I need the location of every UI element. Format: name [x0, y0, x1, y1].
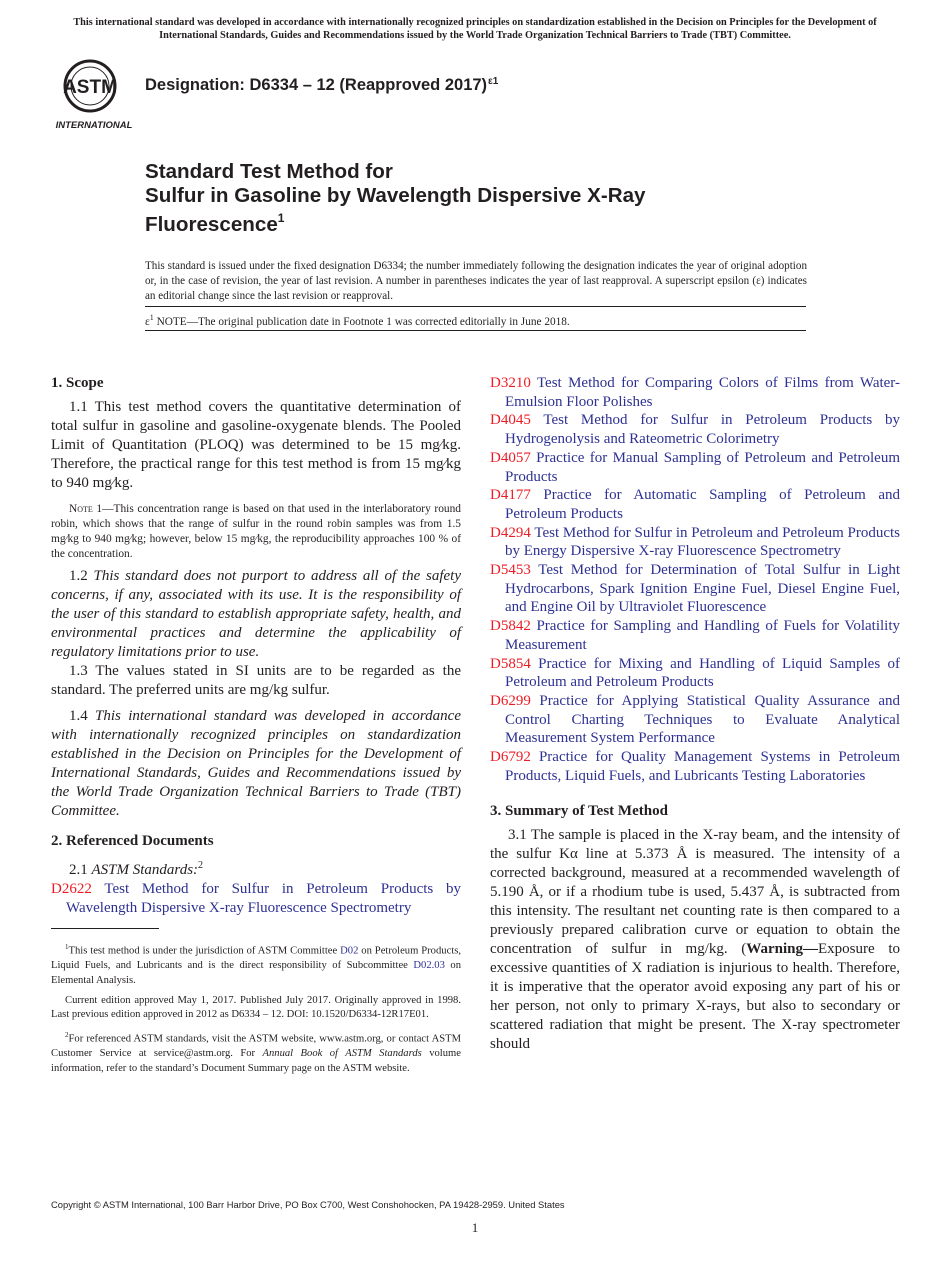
para-3-1-text-a: 3.1 The sample is placed in the X-ray beam, and the intensity of the sulfur Kα line at 5.373 Å is measured. The intensity of a corrected background, measured at a recommended wavelength of 5.190 Å, or if a rhodium tube is used, 5.437 Å, is subtracted from this intensity. The resultant net counting rate is then compared to a previously prepared calibration curve or equation to obtain the concentration of sulfur in mg/kg. (: [490, 827, 900, 958]
issuance-statement: This standard is issued under the fixed designation D6334; the number immediately following the designation indicates the year of original adoption or, in the case of revision, the year of last revision. A number in parentheses indicates the year of last reapproval. A superscript epsilon (ε) indicates an editorial change since the last revision or reapproval.: [145, 260, 807, 303]
reference-item[interactable]: [490, 655, 900, 692]
epsilon-note: [145, 313, 806, 328]
note-1: [51, 502, 461, 562]
footnote-1-text-c: on Elemental Analysis.: [51, 960, 461, 986]
reference-title-link[interactable]: Practice for Applying Statistical Quality Assurance and Control Charting Techniques to Evaluate Analytical Measurement System Performance: [505, 692, 900, 747]
left-column: [51, 374, 461, 917]
para-1-2: [51, 567, 461, 662]
logo-text: ASTM: [63, 77, 117, 98]
footnote-1-text-b: on Petroleum Products, Liquid Fuels, and Lubricants and is the direct responsibility of Subcommittee: [51, 945, 461, 972]
footnote-2-text-a: For referenced ASTM standards, visit the ASTM website, www.astm.org, or contact ASTM Customer Service at service@astm.org. For: [51, 1033, 461, 1060]
reference-code-link[interactable]: D5842: [490, 618, 531, 635]
para-1-1: 1.1 This test method covers the quantitative determination of total sulfur in gasoline and gasoline-oxygenate blends. The Pooled Limit of Quantitation (PLOQ) was determined to be 15 mg⁄kg. Therefore, the practical range for this test method is from 15 mg⁄kg to 940 mg⁄kg.: [51, 399, 461, 491]
footnotes: [51, 940, 461, 1082]
document-title: [145, 160, 845, 237]
reference-code-link[interactable]: D6299: [490, 692, 531, 709]
reference-code-link[interactable]: D2622: [51, 881, 92, 897]
wto-notice: This international standard was developed in accordance with internationally recognized principles on standardization established in the Decision on Principles for the Development of International Standards, Guides and Recommendations issued by the World Trade Organization Technical Barriers to Trade (TBT) Committee.: [73, 17, 877, 41]
footnote-1: [51, 940, 461, 989]
note-1-label: Note 1: [69, 503, 103, 515]
subcommittee-d02-03-link[interactable]: D02.03: [413, 960, 445, 972]
warning-label: Warning—: [746, 941, 818, 958]
title-line-3-text: Fluorescence: [145, 213, 278, 236]
committee-d02-link[interactable]: D02: [340, 945, 359, 957]
logo-subtext: INTERNATIONAL: [55, 120, 133, 131]
footnote-2-text-b: volume information, refer to the standard’s Document Summary page on the ASTM website.: [51, 1048, 461, 1074]
reference-title-link[interactable]: Practice for Sampling and Handling of Fuels for Volatility Measurement: [505, 618, 900, 653]
reference-code-link[interactable]: D5854: [490, 655, 531, 672]
reference-code-link[interactable]: D4177: [490, 487, 531, 504]
reference-title-link[interactable]: Test Method for Sulfur in Petroleum Products by Wavelength Dispersive X-ray Fluorescence Spectrometry: [66, 881, 461, 916]
footnote-divider: [51, 928, 159, 929]
para-3-1: [490, 826, 900, 1054]
section-1-heading: 1. Scope: [51, 375, 104, 391]
reference-title-link[interactable]: Test Method for Comparing Colors of Films from Water-Emulsion Floor Polishes: [505, 375, 900, 410]
para-1-2-num: 1.2: [69, 568, 94, 584]
reference-title-link[interactable]: Practice for Mixing and Handling of Liquid Samples of Petroleum and Petroleum Products: [505, 655, 900, 691]
reference-title-link[interactable]: Practice for Manual Sampling of Petroleum and Petroleum Products: [505, 449, 900, 485]
divider-bottom: [145, 330, 806, 331]
para-1-4: [51, 707, 461, 821]
footnote-1-text-a: This test method is under the jurisdiction of ASTM Committee: [68, 945, 341, 957]
reference-code-link[interactable]: D5453: [490, 562, 531, 579]
reference-item[interactable]: [490, 617, 900, 654]
reference-code-link[interactable]: D6792: [490, 749, 531, 766]
para-2-1-text: ASTM Standards:: [91, 862, 199, 878]
title-line-2: Sulfur in Gasoline by Wavelength Dispersive X-Ray: [145, 183, 646, 207]
epsilon-note-text: NOTE—The original publication date in Footnote 1 was corrected editorially in June 2018.: [153, 315, 570, 328]
reference-item[interactable]: [490, 748, 900, 785]
para-1-4-text: This international standard was developed in accordance with internationally recognized principles on standardization established in the Decision on Principles for the Development of International Standards, Guides and Recommendations issued by the World Trade Organization Technical Barriers to Trade (TBT) Committee.: [51, 708, 461, 819]
astm-logo: [52, 56, 136, 134]
referenced-documents-list: [490, 374, 900, 785]
reference-title-link[interactable]: Practice for Automatic Sampling of Petroleum and Petroleum Products: [505, 487, 900, 522]
title-line-3: [145, 207, 845, 237]
reference-code-link[interactable]: D4294: [490, 524, 531, 541]
para-1-2-text: This standard does not purport to address all of the safety concerns, if any, associated with its use. It is the responsibility of the user of this standard to establish appropriate safety, health, and environmental practices and determine the applicability of regulatory limitations prior to use.: [51, 568, 462, 660]
para-2-1-footnote-mark: 2: [198, 860, 204, 871]
reference-code-link[interactable]: D3210: [490, 375, 531, 391]
footnote-2-mark: 2: [65, 1031, 69, 1040]
designation: [145, 76, 498, 95]
footnote-1-mark: 1: [65, 943, 69, 951]
reference-code-link[interactable]: D4045: [490, 412, 531, 429]
para-3-1-text-b: Exposure to excessive quantities of X radiation is injurious to health. Therefore, it is imperative that the operator avoid exposing any part of his or her person, not only to primary X-rays, but also to secondary or scattered radiation that might be present. The X-ray spectrometer should: [490, 941, 900, 1053]
right-column: [490, 374, 900, 1054]
footnote-1-edition: Current edition approved May 1, 2017. Published July 2017. Originally approved in 1998. Last previous edition approved in 2012 as D6334 – 12. DOI: 10.1520/D6334-12R17E01.: [51, 994, 461, 1021]
title-line-1: Standard Test Method for: [145, 160, 393, 183]
reference-item[interactable]: [490, 449, 900, 486]
reference-item[interactable]: [490, 486, 900, 523]
para-1-3: 1.3 The values stated in SI units are to be regarded as the standard. The preferred units are mg/kg sulfur.: [51, 663, 461, 698]
divider-top: [145, 306, 806, 307]
reference-item[interactable]: [490, 411, 900, 448]
epsilon-mark: ε: [145, 315, 150, 328]
section-2-heading: 2. Referenced Documents: [51, 833, 214, 849]
reference-item[interactable]: [490, 524, 900, 561]
reference-title-link[interactable]: Test Method for Sulfur in Petroleum Products by Hydrogenolysis and Rateometric Colorimetry: [505, 412, 900, 448]
reference-item[interactable]: [490, 561, 900, 617]
para-1-4-num: 1.4: [69, 708, 96, 724]
note-1-text: —This concentration range is based on that used in the interlaboratory round robin, which shows that the range of sulfur in the round robin samples was from 1.5 mg⁄kg to 940 mg⁄kg; however, below 15 mg⁄kg, the reproducibility approaches 100 % of the concentration.: [51, 503, 461, 560]
epsilon-note-sup: 1: [149, 313, 154, 322]
reference-item[interactable]: [490, 374, 900, 411]
reference-code-link[interactable]: D4057: [490, 449, 531, 466]
section-3-heading: 3. Summary of Test Method: [490, 803, 668, 820]
copyright: Copyright © ASTM International, 100 Barr Harbor Drive, PO Box C700, West Conshohocken, PA 19428-2959. United States: [51, 1199, 565, 1210]
reference-title-link[interactable]: Practice for Quality Management Systems in Petroleum Products, Liquid Fuels, and Lubricants Testing Laboratories: [505, 749, 900, 784]
reference-title-link[interactable]: Test Method for Sulfur in Petroleum and Petroleum Products by Energy Dispersive X-ray Fluorescence Spectrometry: [505, 524, 900, 560]
title-footnote-mark: 1: [277, 211, 285, 225]
reference-item[interactable]: [490, 692, 900, 748]
footnote-2-italic: Annual Book of ASTM Standards: [262, 1048, 422, 1060]
para-2-1: [51, 856, 461, 880]
page-number: 1: [471, 1220, 479, 1235]
para-2-1-num: 2.1: [69, 862, 92, 878]
designation-epsilon: ε1: [488, 76, 499, 87]
footnote-2: [51, 1028, 461, 1077]
designation-text: Designation: D6334 – 12 (Reapproved 2017): [145, 76, 488, 94]
reference-item[interactable]: [51, 880, 461, 917]
reference-title-link[interactable]: Test Method for Determination of Total Sulfur in Light Hydrocarbons, Spark Ignition Engine Fuel, Diesel Engine Fuel, and Engine Oil by Ultraviolet Fluorescence: [505, 562, 900, 616]
